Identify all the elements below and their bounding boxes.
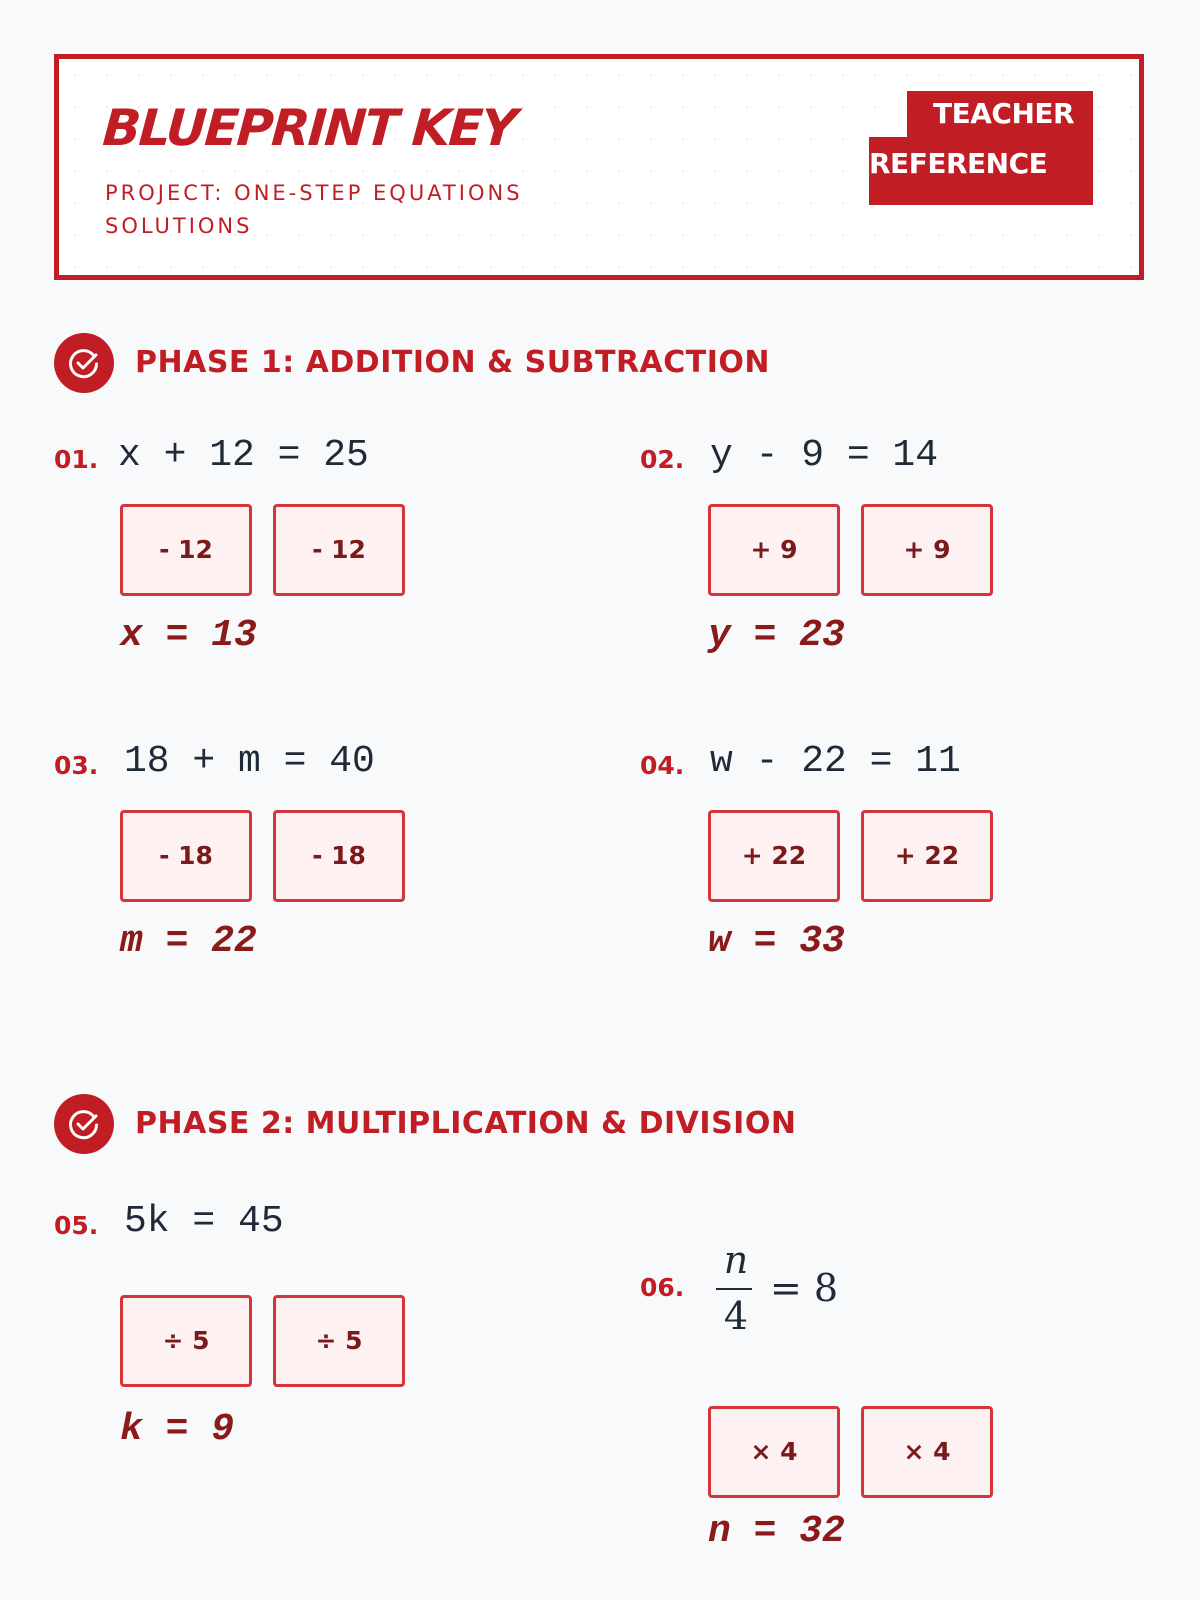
- answer: x = 13: [120, 614, 257, 657]
- problem-number: 03.: [54, 751, 99, 780]
- answer: w = 33: [708, 920, 845, 963]
- check-circle-icon: [54, 1094, 114, 1154]
- equation: y - 9 = 14: [710, 434, 939, 477]
- fraction-numerator: n: [723, 1238, 749, 1282]
- answer: m = 22: [120, 920, 257, 963]
- problem-number: 06.: [640, 1273, 685, 1302]
- answer: y = 23: [708, 614, 845, 657]
- operation-box-left: - 18: [120, 810, 252, 902]
- operation-box-left: + 9: [708, 504, 840, 596]
- equation: w - 22 = 11: [710, 740, 961, 783]
- page-title: BLUEPRINT KEY: [100, 99, 518, 157]
- phase-2-title: PHASE 2: MULTIPLICATION & DIVISION: [135, 1106, 797, 1141]
- operation-box-right: - 18: [273, 810, 405, 902]
- fraction-equation: [712, 1238, 872, 1338]
- equation: x + 12 = 25: [118, 434, 369, 477]
- operation-box-right: + 9: [861, 504, 993, 596]
- problem-05: [54, 1200, 594, 1466]
- answer: n = 32: [708, 1510, 845, 1553]
- answer-key-header: [54, 54, 1144, 280]
- operation-box-right: × 4: [861, 1406, 993, 1498]
- badge-line-2: REFERENCE: [869, 137, 1093, 205]
- operation-box-left: + 22: [708, 810, 840, 902]
- phase-1-title: PHASE 1: ADDITION & SUBTRACTION: [135, 345, 771, 380]
- check-circle-icon: [54, 333, 114, 393]
- operation-box-left: × 4: [708, 1406, 840, 1498]
- operation-box-left: ÷ 5: [120, 1295, 252, 1387]
- problem-06: [640, 1238, 1180, 1578]
- project-subtitle: PROJECT: ONE-STEP EQUATIONS SOLUTIONS: [105, 181, 523, 238]
- equation: 5k = 45: [124, 1200, 284, 1243]
- problem-01: [54, 434, 594, 680]
- badge-line-1: TEACHER: [907, 91, 1093, 137]
- problem-number: 02.: [640, 445, 685, 474]
- problem-number: 04.: [640, 751, 685, 780]
- problem-02: [640, 434, 1180, 680]
- problem-number: 01.: [54, 445, 99, 474]
- answer: k = 9: [120, 1408, 235, 1451]
- problem-03: [54, 740, 594, 986]
- operation-box-right: ÷ 5: [273, 1295, 405, 1387]
- equation-right-side: = 8: [770, 1266, 839, 1310]
- operation-box-right: + 22: [861, 810, 993, 902]
- problem-04: [640, 740, 1180, 986]
- fraction-bar: [716, 1288, 752, 1290]
- problem-number: 05.: [54, 1211, 99, 1240]
- operation-box-right: - 12: [273, 504, 405, 596]
- equation: 18 + m = 40: [124, 740, 375, 783]
- teacher-reference-badge: [869, 91, 1093, 205]
- operation-box-left: - 12: [120, 504, 252, 596]
- fraction-denominator: 4: [723, 1294, 749, 1338]
